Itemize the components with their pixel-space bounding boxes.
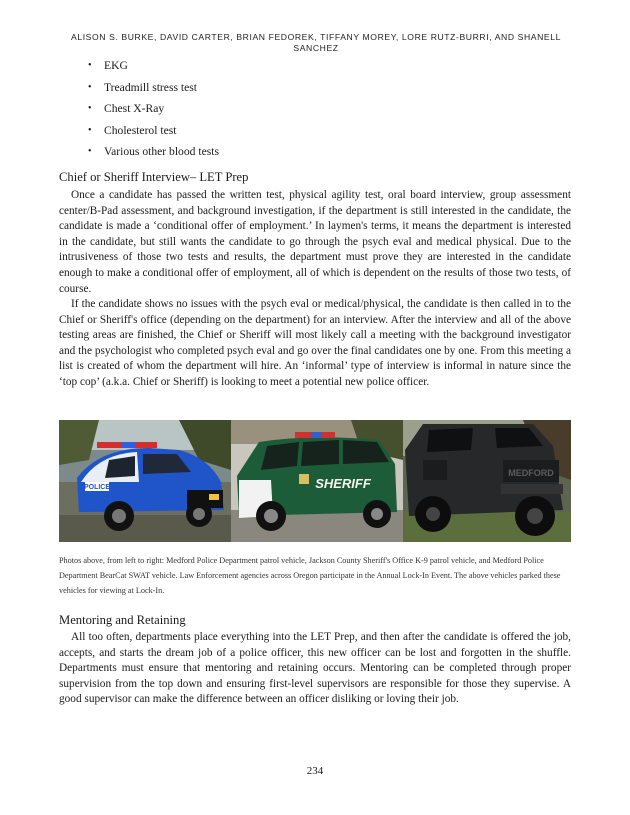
section-heading-interview: Chief or Sheriff Interview– LET Prep xyxy=(59,170,249,184)
running-header: ALISON S. BURKE, DAVID CARTER, BRIAN FEDOREK, TIFFANY MOREY, LORE RUTZ-BURRI, AND SHANELL SANCHEZ xyxy=(70,32,562,53)
list-item: • Chest X-Ray xyxy=(88,98,219,120)
section-heading-mentoring: Mentoring and Retaining xyxy=(59,613,186,627)
medical-test-list xyxy=(88,55,219,163)
paragraph-conditional-offer: Once a candidate has passed the written test, physical agility test, oral board interview, group assessment center/B-Pad assessment, and background investigation, if the department is still interested in the candidate, the candidate is made a ‘conditional offer of employment.’ In laymen's terms, it means the department is interested in the candidate, but still wants the candidate to go through the psych eval and medical physical. Due to the intrusiveness of those two tests and results, the department must prove they are interested in the candidate enough to make a conditional offer of employment, all of which is dependent on the results of those two tests, of course. xyxy=(59,189,571,295)
sheriff-suv-photo xyxy=(231,420,403,542)
swat-hood-text: MEDFORD xyxy=(508,468,554,478)
list-item: • EKG xyxy=(88,55,219,77)
police-car-photo xyxy=(59,420,231,542)
sheriff-door-text: SHERIFF xyxy=(315,476,371,491)
paragraph-mentoring: All too often, departments place everything into the LET Prep, and then after the candidate is offered the job, accepts, and starts the dream job of a police officer, this new officer can be lost and forgotten in the shuffle. Departments must ensure that mentoring and retaining occurs. Mentoring can be completed through proper supervision from the top down and ensuring first-level supervisors are responsible for those they supervise. A good supervisor can make the difference between an officer disliking or loving their job. xyxy=(59,631,571,706)
photo-caption: Photos above, from left to right: Medford Police Department patrol vehicle, Jackson County Sheriff's Office K-9 patrol vehicle, and Medford Police Department BearCat SWAT vehicle. Law Enforcement agencies across Oregon participate in the Annual Lock-In Event. The above vehicles parked these vehicles for viewing at Lock-In. xyxy=(59,556,561,595)
list-item: • Various other blood tests xyxy=(88,141,219,163)
paragraph-chief-interview: If the candidate shows no issues with the psych eval or medical/physical, the candidate is then called in to the Chief or Sheriff's office (depending on the department) for an interview. After the interview and all of the above testing areas are finished, the Chief or Sheriff will most likely call a meeting with the background investigator and the psychologist who completed psych eval and go over the final candidates one by one. From this meeting a list is created of whom the department will hire. An ‘informal’ type of interview is informal in nature since the ‘top cop’ (a.k.a. Chief or Sheriff) is looking to meet a potential new police officer. xyxy=(59,298,571,388)
swat-vehicle-photo xyxy=(403,420,571,542)
list-item: • Treadmill stress test xyxy=(88,77,219,99)
list-item: • Cholesterol test xyxy=(88,120,219,142)
police-door-text: POLICE xyxy=(83,484,111,491)
vehicle-photo-strip xyxy=(59,420,571,542)
page-number: 234 xyxy=(306,765,324,777)
